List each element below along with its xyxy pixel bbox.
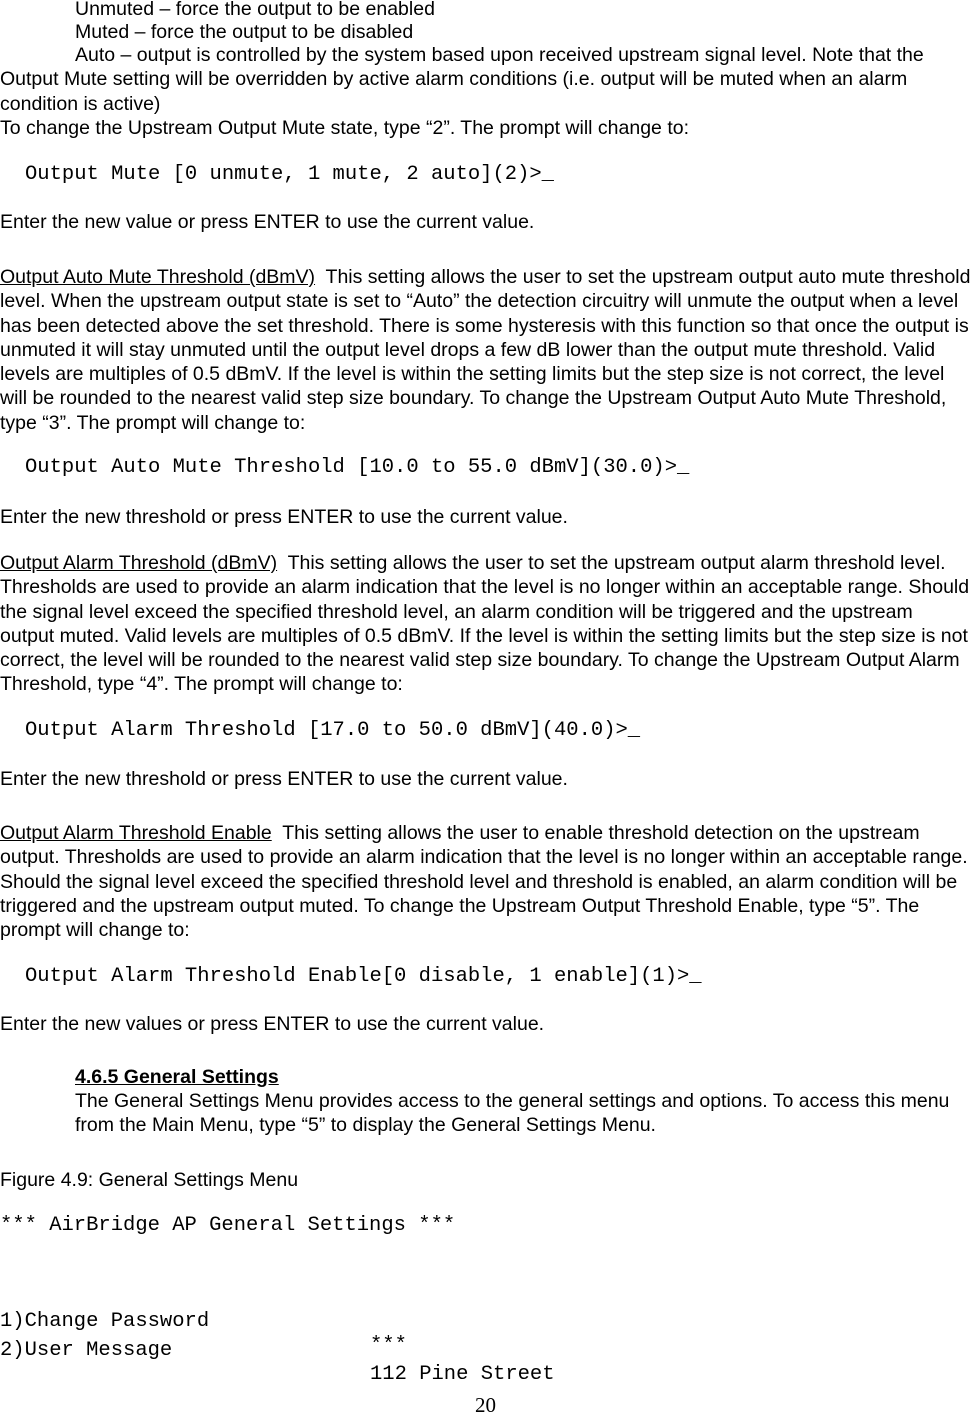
mute-enter-note: Enter the new value or press ENTER to use the current value. bbox=[0, 211, 535, 233]
option-muted: Muted – force the output to be disabled bbox=[75, 21, 414, 43]
alarm-enable-paragraph bbox=[0, 821, 971, 942]
menu-item-key: 2)User Message bbox=[0, 1339, 173, 1362]
menu-item-value: 112 Pine Street bbox=[370, 1363, 555, 1386]
alarm-threshold-prompt: Output Alarm Threshold [17.0 to 50.0 dBmV](40.0)>_ bbox=[25, 719, 641, 742]
general-settings-heading-text: 4.6.5 General Settings bbox=[75, 1066, 279, 1088]
alarm-threshold-paragraph bbox=[0, 551, 971, 697]
alarm-threshold-body: This setting allows the user to set the upstream output alarm threshold level. Thresholds are used to provide an alarm indication that the level is no longer within an acceptable range. Should the signal level exceed the specified threshold level, an alarm condition will be triggered and the upstream output muted. Valid levels are multiples of 0.5 dBmV. If the level is within the setting limits but the step size is not correct, the level will be rounded to the nearest valid step size boundary. To change the Upstream Output Alarm Threshold, type “4”. The prompt will change to: bbox=[0, 552, 970, 696]
alarm-enable-prompt: Output Alarm Threshold Enable[0 disable, 1 enable](1)>_ bbox=[25, 965, 702, 988]
page-number: 20 bbox=[475, 1393, 496, 1417]
option-auto bbox=[0, 43, 971, 116]
alarm-threshold-enter-note: Enter the new threshold or press ENTER to use the current value. bbox=[0, 768, 568, 790]
option-auto-text: Auto – output is controlled by the system based upon received upstream signal level. Note that the Output Mute setting will be overridden by active alarm conditions (i.e. output will be muted when an alarm condition is active) bbox=[0, 44, 924, 115]
auto-mute-enter-note: Enter the new threshold or press ENTER to use the current value. bbox=[0, 506, 568, 528]
alarm-threshold-heading: Output Alarm Threshold (dBmV) bbox=[0, 552, 278, 574]
menu-item-value: *** bbox=[370, 1334, 407, 1357]
auto-mute-heading: Output Auto Mute Threshold (dBmV) bbox=[0, 266, 316, 288]
menu-item-key: 1)Change Password bbox=[0, 1310, 210, 1333]
alarm-enable-enter-note: Enter the new values or press ENTER to use the current value. bbox=[0, 1013, 545, 1035]
mute-intro: To change the Upstream Output Mute state, type “2”. The prompt will change to: bbox=[0, 117, 689, 139]
option-unmuted: Unmuted – force the output to be enabled bbox=[75, 0, 435, 20]
general-settings-body: The General Settings Menu provides access to the general settings and options. To access this menu from the Main Menu, type “5” to display the General Settings Menu. bbox=[75, 1090, 950, 1137]
alarm-enable-heading: Output Alarm Threshold Enable bbox=[0, 822, 272, 844]
alarm-enable-body: This setting allows the user to enable threshold detection on the upstream output. Thresholds are used to provide an alarm indication that the level is no longer within an acceptable range. Should the signal level exceed the specified threshold level and threshold is enabled, an alarm condition will be triggered and the upstream output muted. To change the Upstream Output Threshold Enable, type “5”. The prompt will change to: bbox=[0, 822, 968, 942]
general-settings-heading bbox=[0, 1065, 971, 1089]
auto-mute-prompt: Output Auto Mute Threshold [10.0 to 55.0 dBmV](30.0)>_ bbox=[25, 456, 690, 479]
menu-title: *** AirBridge AP General Settings *** bbox=[0, 1214, 456, 1237]
menu-item bbox=[0, 1315, 971, 1386]
auto-mute-paragraph bbox=[0, 265, 971, 435]
auto-mute-body: This setting allows the user to set the upstream output auto mute threshold level. When the upstream output state is set to “Auto” the detection circuitry will unmute the output when a level has been detected above the set threshold. There is some hysteresis with this function so that once the output is unmuted it will stay unmuted until the output level drops a few dB lower than the output mute threshold. Valid levels are multiples of 0.5 dBmV. If the level is within the setting limits but the step size is not correct, the level will be rounded to the nearest valid step size boundary. To change the Upstream Output Auto Mute Threshold, type “3”. The prompt will change to: bbox=[0, 266, 971, 434]
mute-prompt: Output Mute [0 unmute, 1 mute, 2 auto](2)>_ bbox=[25, 163, 554, 186]
figure-caption: Figure 4.9: General Settings Menu bbox=[0, 1169, 299, 1191]
